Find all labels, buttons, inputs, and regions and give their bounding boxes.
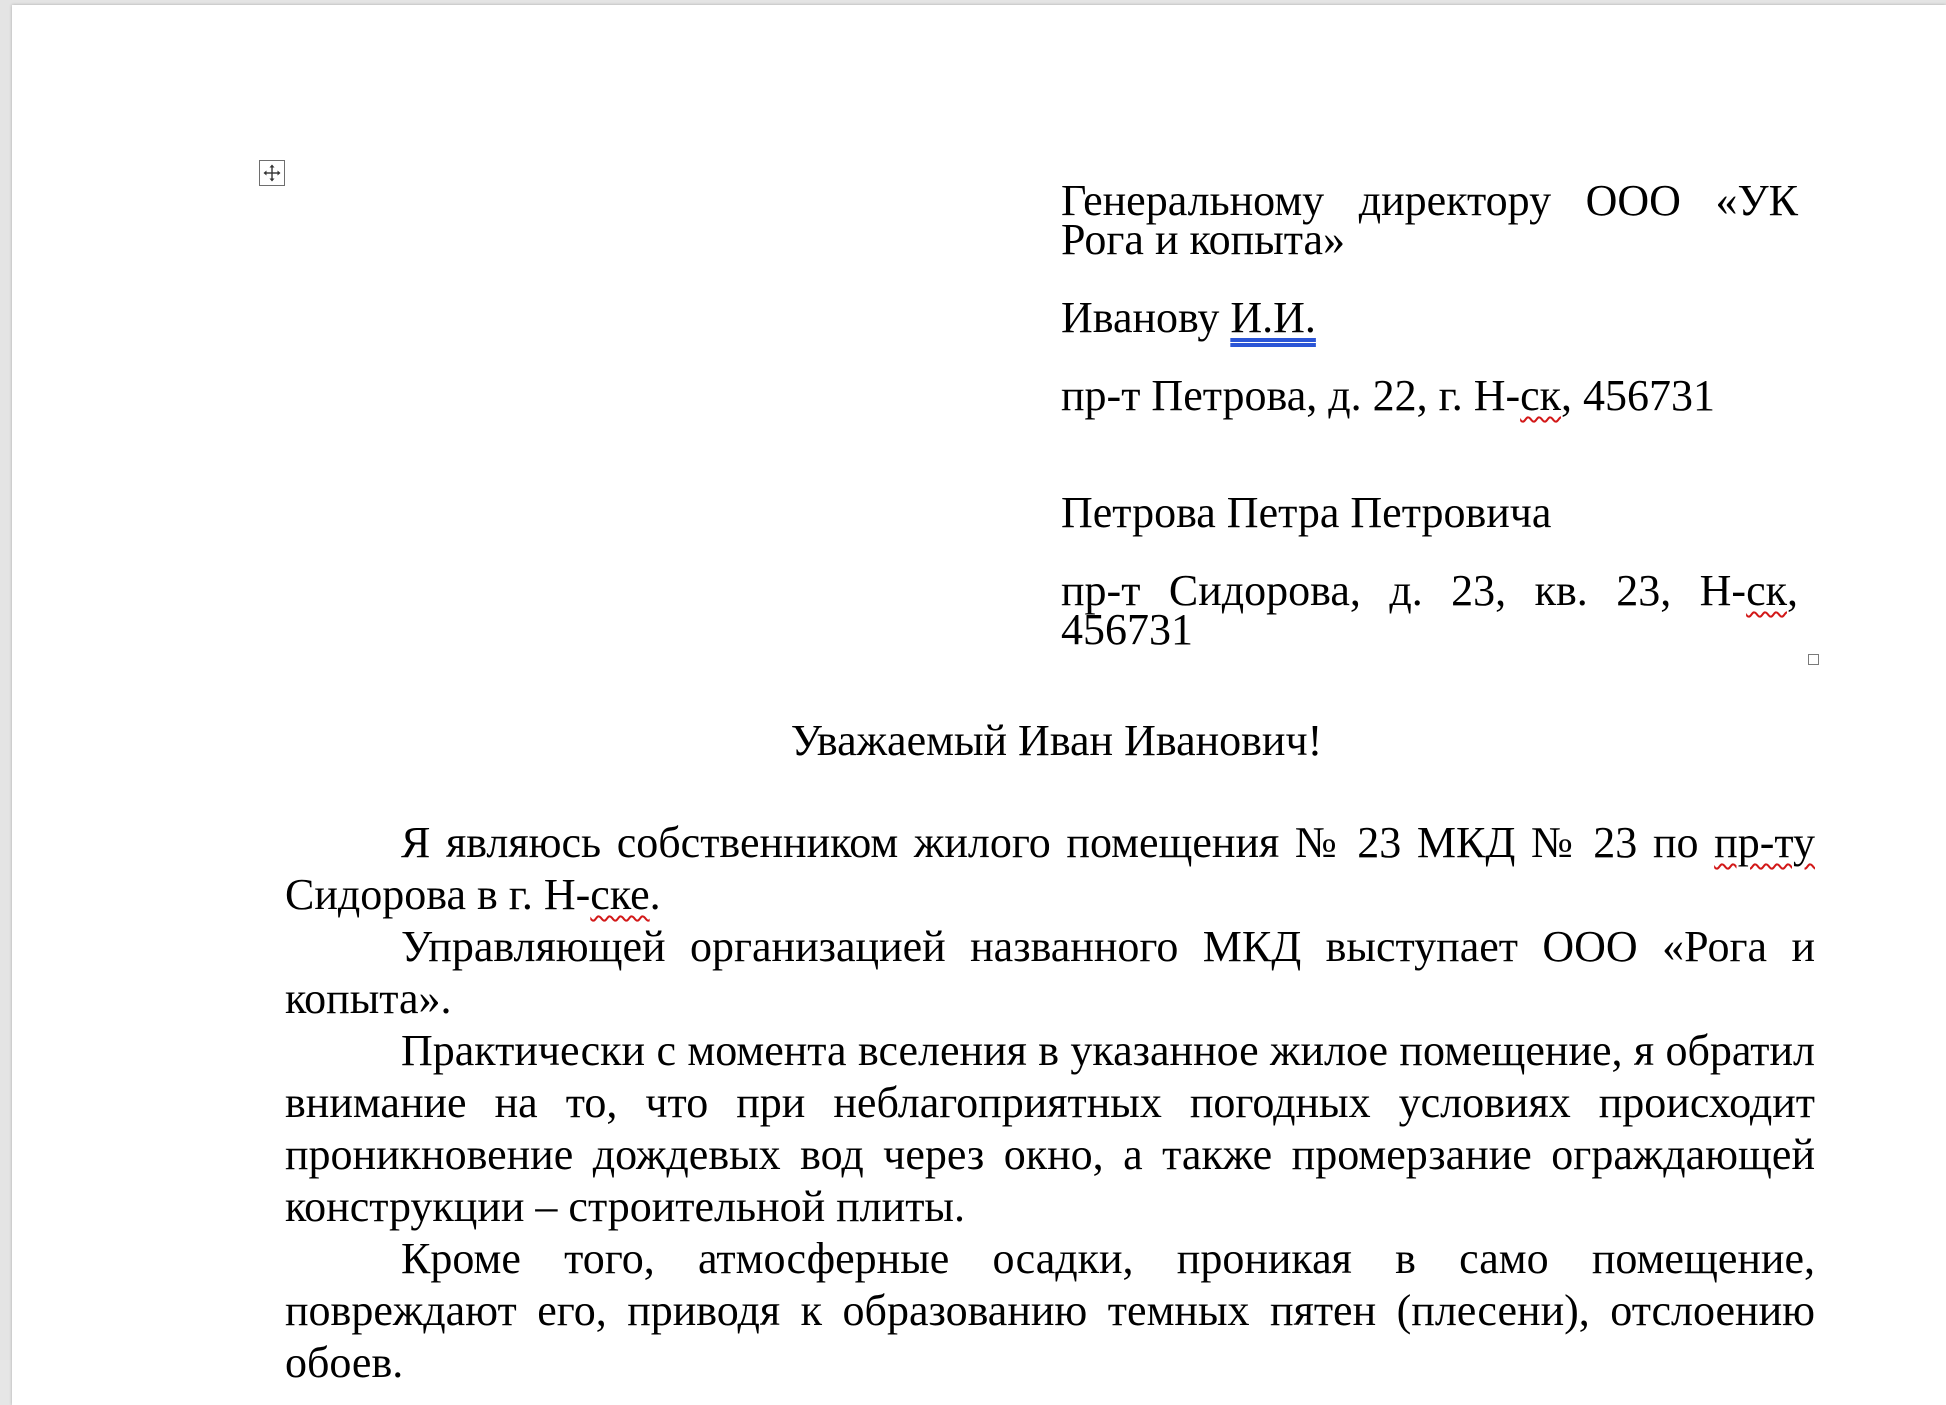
- header-address-block: [1061, 176, 1798, 654]
- spelling-error-mark: пр-ту: [1714, 818, 1815, 867]
- sender-address: пр-т Сидорова, д. 23, кв. 23, Н-ск, 456731: [1061, 566, 1798, 654]
- body-paragraph-1: Я являюсь собственником жилого помещения № 23 МКД № 23 по пр-ту Сидорова в г. Н-ске.: [285, 818, 1815, 919]
- spelling-error-mark: ск: [1746, 566, 1787, 615]
- body-paragraph-4: Кроме того, атмосферные осадки, проникая в само помещение, повреждают его, приводя к образованию темных пятен (плесени), отслоению обоев.: [285, 1234, 1815, 1387]
- table-move-handle-icon[interactable]: [259, 160, 285, 186]
- addressee-initials: И.И.: [1230, 293, 1316, 342]
- spelling-error-mark: ске: [590, 870, 650, 919]
- spelling-error-mark: ск: [1520, 371, 1562, 420]
- body-paragraph-3: Практически с момента вселения в указанное жилое помещение, я обратил внимание на то, что при неблагоприятных погодных условиях происходит проникновение дождевых вод через окно, а также промерзание ограждающей конструкции – строительной плиты.: [285, 1026, 1815, 1231]
- addressee-position: Генеральному директору ООО «УК Рога и копыта»: [1061, 176, 1798, 264]
- sender-name: Петрова Петра Петровича: [1061, 488, 1552, 537]
- move-arrows-icon: [263, 164, 281, 182]
- addressee-name: Иванову И.И.: [1061, 293, 1316, 342]
- body-paragraph-2: Управляющей организацией названного МКД выступает ООО «Рога и копыта».: [285, 922, 1815, 1023]
- letter-body: [285, 817, 1815, 1389]
- greeting: Уважаемый Иван Иванович!: [790, 716, 1323, 765]
- document-page[interactable]: [12, 5, 1946, 1405]
- table-resize-handle-icon[interactable]: [1808, 654, 1819, 665]
- addressee-address: пр-т Петрова, д. 22, г. Н-ск, 456731: [1061, 371, 1716, 420]
